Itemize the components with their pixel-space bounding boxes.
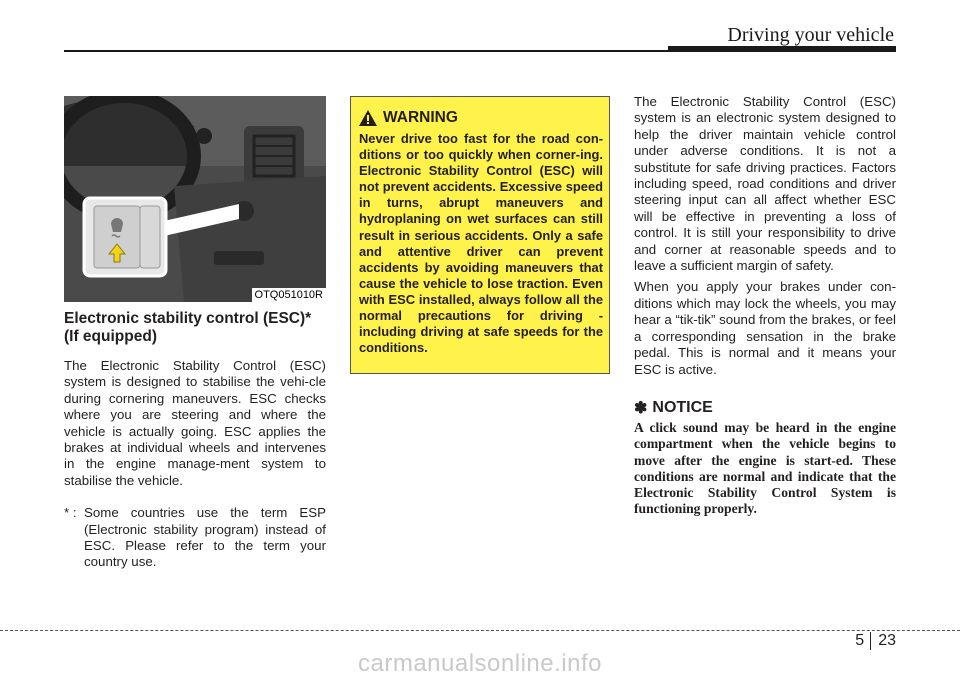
warning-title: WARNING bbox=[383, 109, 458, 126]
header-rule bbox=[64, 50, 668, 52]
warning-triangle-icon bbox=[359, 110, 377, 126]
warning-header bbox=[359, 109, 458, 127]
page-number bbox=[855, 632, 896, 650]
page-number-separator bbox=[870, 632, 872, 650]
warning-box bbox=[350, 96, 610, 374]
footnote bbox=[64, 505, 326, 571]
warning-text: Never drive too fast for the road con-ditions or too quickly when corner-ing. Electronic Stability Control (ESC) will not prevent accidents. Excessive speed in turns, abrupt maneuvers and hydroplaning on wet surfaces can still result in serious accidents. Only a safe and attentive driver can prevent accidents by avoiding maneuvers that cause the vehicle to lose traction. Even with ESC installed, always follow all the normal precautions for driving - including driving at safe speeds for the conditions. bbox=[359, 131, 603, 356]
footnote-mark: * : bbox=[64, 505, 77, 521]
photo-code: OTQ051010R bbox=[252, 288, 326, 302]
section-title: Electronic stability control (ESC)* (If equipped) bbox=[64, 310, 312, 345]
section-body: The Electronic Stability Control (ESC) system is designed to stabilise the vehi-cle during cornering maneuvers. ESC checks where you are steering and where the vehicle is actually going. ESC applies the brakes at individual wheels and intervenes in the engine manage-ment system to stabilise the vehicle. bbox=[64, 358, 326, 488]
chapter-number: 5 bbox=[855, 632, 865, 649]
page-number-value: 23 bbox=[878, 632, 896, 649]
watermark: carmanualsonline.info bbox=[358, 650, 602, 677]
header-rule-accent bbox=[668, 46, 896, 52]
notice-title: NOTICE bbox=[652, 399, 713, 416]
dashboard-photo bbox=[64, 96, 326, 302]
footnote-text: Some countries use the term ESP (Electronic stability program) instead of ESC. Please refer to the term your country use. bbox=[84, 505, 326, 570]
notice-header bbox=[634, 398, 713, 418]
esc-description bbox=[634, 94, 896, 378]
footer-divider bbox=[0, 630, 960, 631]
notice-text: A click sound may be heard in the engine compartment when the vehicle begins to move after the engine is start-ed. These conditions are normal and indicate that the Electronic Stability Control System is functioning properly. bbox=[634, 420, 896, 517]
notice-symbol-icon: ✽ bbox=[634, 400, 648, 417]
esc-section bbox=[64, 310, 326, 571]
esc-paragraph-1: The Electronic Stability Control (ESC) system is an electronic system designed to help the driver maintain vehicle control under adverse conditions. It is not a substitute for safe driving practices. Factors including speed, road conditions and driver steering input can all affect whether ESC will be effective in preventing a loss of control. It is still your responsibility to drive and corner at reasonable speeds and to leave a sufficient margin of safety. bbox=[634, 94, 896, 274]
header-title: Driving your vehicle bbox=[727, 24, 894, 46]
esc-paragraph-2: When you apply your brakes under con-ditions which may lock the wheels, you may hear a “tik-tik” sound from the brakes, or feel a corresponding sensation in the brake pedal. This is normal and it means your ESC is active. bbox=[634, 279, 896, 377]
